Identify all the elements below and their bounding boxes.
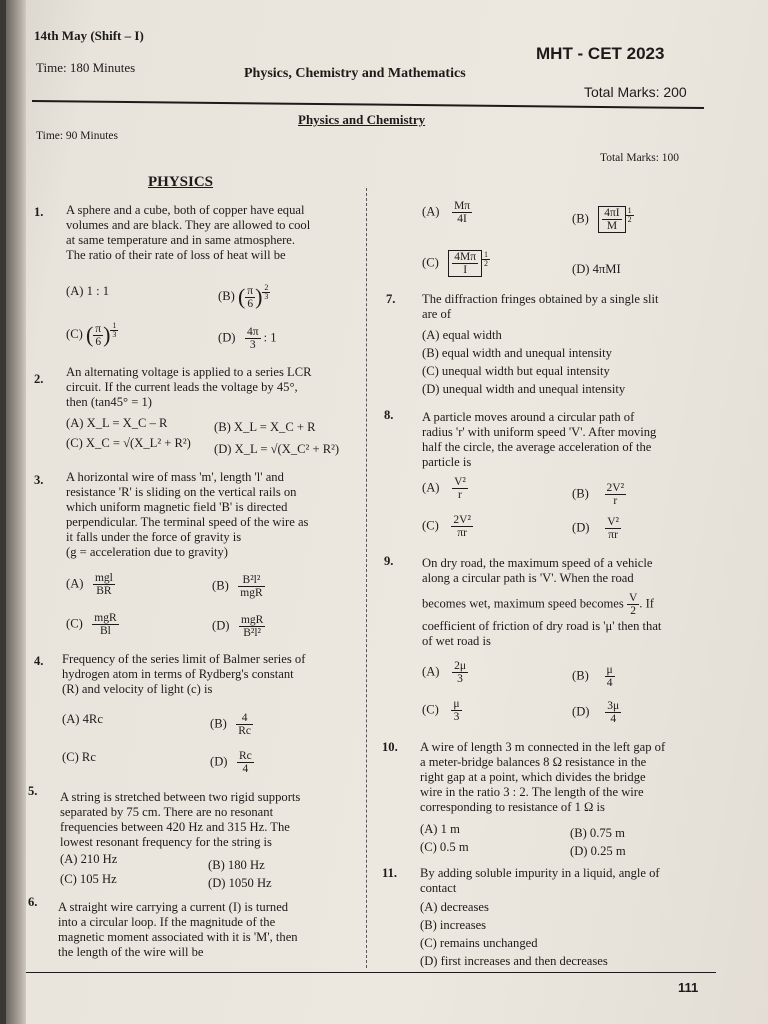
q9-text: On dry road, the maximum speed of a vehicle along a circular path is 'V'. When the road becomes wet, maximum speed becomes $\frac{V}{2}$ . If coefficient of friction of dry road is 'μ' then that of wet road is [422, 556, 662, 648]
q7-text: The diffraction fringes obtained by a single slit are of [422, 292, 659, 321]
q5-text: A string is stretched between two rigid supports separated by 75 cm. There are no resonant frequencies between 420 Hz and 315 Hz. The lowest resonant frequency for the string is [60, 790, 301, 849]
q10-option-b: (B) 0.75 m [570, 826, 625, 840]
page-number: 111 [678, 980, 699, 995]
q7-option-d: (D) unequal width and unequal intensity [422, 382, 626, 396]
exam-page [6, 0, 768, 1024]
q5-number: 5. [28, 784, 38, 798]
q9-option-d: (D) $\frac{3\mu}{4}$ [572, 700, 620, 725]
q5-option-a: (A) 210 Hz [60, 852, 118, 866]
q7-option-a: (A) equal width [422, 328, 502, 342]
q8-option-b: (B) $\frac{\text{2V²}}{r}$ [572, 482, 625, 507]
q1-option-c: (C) ( $\frac{\pi}{6}$ ) $^{\frac{1}{3}}$ [66, 321, 117, 348]
q1-option-d: (D) $\frac{4\pi}{3}$ : 1 [218, 326, 277, 351]
q5-option-c: (C) 105 Hz [60, 872, 117, 886]
q4-option-b: (B) $\frac{4}{Rc}$ [210, 712, 252, 737]
footer-rule [26, 972, 716, 973]
q2-option-a: (A) X_L = X_C – R [66, 416, 168, 430]
q9-number: 9. [384, 554, 394, 568]
q4-number: 4. [34, 654, 44, 668]
q11-number: 11. [382, 866, 398, 880]
q2-option-c: (C) X_C = √(X_L² + R²) [66, 436, 191, 450]
q3-number: 3. [34, 473, 44, 487]
q9-option-a: (A) $\frac{2\mu}{3}$ [422, 660, 466, 685]
q1-text: A sphere and a cube, both of copper have equal volumes and are black. They are allowed to cool at same temperature and in same atmosphere. The ratio of their rate of loss of heat will be [66, 203, 311, 262]
q7-number: 7. [386, 292, 396, 306]
q6-option-b: (B) $\frac{4\pi I}{M}$ $^{\frac{1}{2}}$ [572, 205, 632, 232]
q6-number: 6. [28, 895, 38, 909]
q11-option-a: (A) decreases [420, 900, 489, 914]
q6-option-a: (A) $\frac{M\pi}{4I}$ [422, 200, 471, 225]
q10-number: 10. [382, 740, 398, 754]
q3-option-d: (D) $\frac{\text{mgR}}{\text{B²l²}}$ [212, 614, 264, 639]
q4-text: Frequency of the series limit of Balmer series of hydrogen atom in terms of Rydberg's constant (R) and velocity of light (c) is [62, 652, 306, 696]
q8-option-d: (D) $\frac{\text{V²}}{\pi r}$ [572, 516, 619, 541]
q4-option-c: (C) Rc [62, 750, 96, 764]
subject-heading: PHYSICS [148, 174, 214, 190]
q3-option-a: (A) $\frac{\text{mgl}}{BR}$ [66, 572, 113, 597]
q2-option-b: (B) X_L = X_C + R [214, 420, 316, 434]
q10-text: A wire of length 3 m connected in the left gap of a meter-bridge balances 8 Ω resistance in the right gap at a point, which divides the bridge wire in the ratio 3 : 2. The length of the wire corresponding to resistance of 1 Ω is [420, 740, 666, 814]
q9-option-c: (C) $\frac{\mu}{3}$ [422, 698, 460, 723]
section-marks: Total Marks: 100 [600, 152, 680, 164]
date-shift: 14th May (Shift – I) [34, 28, 144, 43]
q6-option-c: (C) $\frac{4M\pi}{I}$ $^{\frac{1}{2}}$ [422, 249, 489, 276]
q10-option-c: (C) 0.5 m [420, 840, 469, 854]
book-binding [6, 0, 26, 1024]
q8-text: A particle moves around a circular path of radius 'r' with uniform speed 'V'. After moving half the circle, the average acceleration of the particle is [422, 410, 657, 469]
q6-text: A straight wire carrying a current (I) is turned into a circular loop. If the magnitude of the magnetic moment associated with it is 'M', then the length of the wire will be [58, 900, 298, 959]
q8-number: 8. [384, 408, 394, 422]
section-time: Time: 90 Minutes [36, 130, 119, 142]
q11-text: By adding soluble impurity in a liquid, angle of contact [420, 866, 660, 895]
q4-option-d: (D) $\frac{Rc}{4}$ [210, 750, 252, 775]
q2-text: An alternating voltage is applied to a series LCR circuit. If the current leads the voltage by 45°, then (tan45° = 1) [66, 365, 312, 409]
q7-option-b: (B) equal width and unequal intensity [422, 346, 612, 360]
q4-option-a: (A) 4Rc [62, 712, 103, 726]
q2-option-d: (D) X_L = √(X_C² + R²) [214, 442, 340, 456]
q7-option-c: (C) unequal width but equal intensity [422, 364, 610, 378]
q11-option-b: (B) increases [420, 918, 487, 932]
q2-number: 2. [34, 372, 44, 386]
q6-option-d: (D) 4πMI [572, 262, 621, 276]
q5-option-d: (D) 1050 Hz [208, 876, 272, 890]
q11-option-c: (C) remains unchanged [420, 936, 538, 950]
q1-option-a: (A) 1 : 1 [66, 284, 110, 298]
q9-option-b: (B) $\frac{\mu}{4}$ [572, 664, 613, 689]
total-time: Time: 180 Minutes [36, 60, 136, 75]
q3-option-b: (B) $\frac{\text{B²l²}}{\text{mgR}}$ [212, 574, 263, 599]
q5-option-b: (B) 180 Hz [208, 858, 265, 872]
q10-option-a: (A) 1 m [420, 822, 460, 836]
section-title: Physics and Chemistry [298, 112, 426, 127]
q11-option-d: (D) first increases and then decreases [420, 954, 608, 968]
total-marks: Total Marks: 200 [584, 84, 687, 100]
q3-option-c: (C) $\frac{\text{mgR}}{Bl}$ [66, 612, 117, 637]
header-rule [32, 100, 704, 109]
subjects-title: Physics, Chemistry and Mathematics [244, 66, 466, 81]
q1-option-b: (B) ( $\frac{\pi}{6}$ ) $^{\frac{2}{3}}$ [218, 283, 269, 310]
q3-text: A horizontal wire of mass 'm', length 'l' and resistance 'R' is sliding on the vertical rails on which uniform magnetic field 'B' is directed perpendicular. The terminal speed of the wire as it falls under the force of gravity is (g = acceleration due to gravity) [66, 470, 309, 559]
column-divider [366, 188, 367, 968]
q8-option-a: (A) $\frac{\text{V²}}{r}$ [422, 476, 466, 501]
q1-number: 1. [34, 205, 44, 219]
exam-title: MHT - CET 2023 [536, 44, 665, 63]
q10-option-d: (D) 0.25 m [570, 844, 626, 858]
q8-option-c: (C) $\frac{\text{2V²}}{\pi r}$ [422, 514, 471, 539]
